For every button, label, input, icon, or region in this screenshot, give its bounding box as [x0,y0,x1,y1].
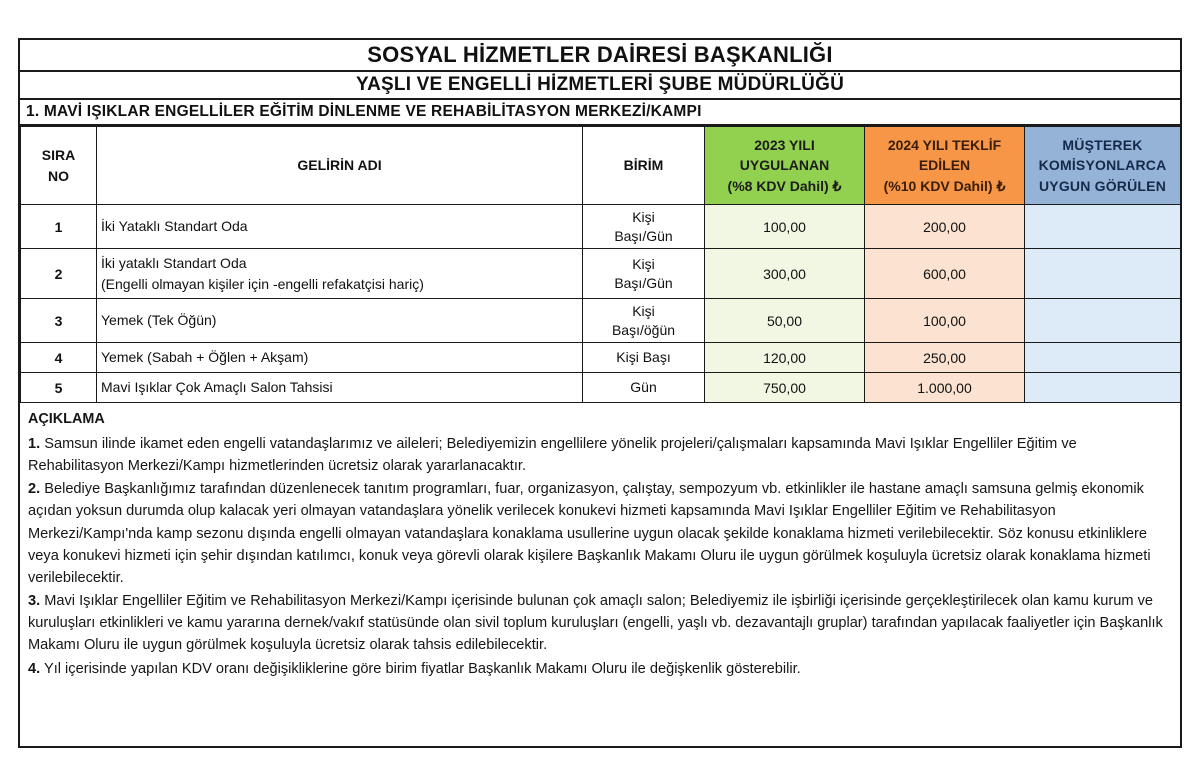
item-name-line-1: İki yataklı Standart Oda [101,254,247,271]
row-number: 4 [21,343,97,373]
column-header-gelirin-adi: GELİRİN ADI [97,127,583,205]
unit-line-1: Kişi Başı [616,349,671,366]
table-row [21,373,1181,403]
row-number: 1 [21,205,97,249]
column-header-joint-commission [1025,127,1181,205]
header-mustrek-line-2: KOMİSYONLARCA [1038,157,1167,174]
table-row [21,343,1181,373]
unit-line-1: Kişi [632,302,655,319]
row-item-name [97,249,583,299]
row-item-name [97,205,583,249]
row-value-2023: 50,00 [705,299,865,343]
explanation-section [20,403,1180,746]
row-number: 2 [21,249,97,299]
row-value-commission [1025,299,1181,343]
row-value-2024: 100,00 [865,299,1025,343]
explanation-item-text: Belediye Başkanlığımız tarafından düzenlenecek tanıtım programları, fuar, organizasyon, çalıştay, sempozyum vb. etkinlikler ile hastane amaçlı samsuna gelmiş ekonomik açıdan yoksun durumda olup kalacak yeri olmayan vatandaşlara yönelik verilecek konukevi hizmeti kapsamında Mavi Işıklar Engelliler Eğitim ve Rehabilitasyon Merkezi/Kampı'nda kamp sezonu dışında engelli olmayan vatandaşlara konaklama usullerine uygun olacak şekilde konaklama hizmeti verilebilecektir. Söz konusu etkinliklere veya konukevi hizmeti için şehir dışından katılımcı, konuk veya görevli olarak kişilere Başkanlık Makamı Oluru ile uygun görülmek koşuluyla ücretsiz olarak konaklama hizmeti verilebilecektir. [28,481,1151,586]
header-2023-line-2: UYGULANAN [739,157,830,174]
table-header-row [21,127,1181,205]
row-value-2024: 600,00 [865,249,1025,299]
item-name-line-1: Mavi Işıklar Çok Amaçlı Salon Tahsisi [101,379,333,395]
fee-schedule-document [18,38,1182,748]
row-value-2023: 100,00 [705,205,865,249]
sira-no-line-2: NO [48,167,69,184]
explanation-item-text: Samsun ilinde ikamet eden engelli vatandaşlarımız ve aileleri; Belediyemizin engellilere yönelik projeleri/çalışmaları kapsamında Mavi Işıklar Engelliler Eğitim ve Rehabilitasyon Merkezi/Kampı hizmetlerinden ücretsiz olarak yararlanacaktır. [28,435,1077,475]
explanation-item-number: 1. [28,435,41,452]
row-unit [583,299,705,343]
table-row [21,249,1181,299]
explanation-item [28,590,1170,657]
header-2023-line-1: 2023 YILI [754,137,815,154]
row-item-name [97,373,583,403]
row-unit [583,373,705,403]
header-2023-line-3: (%8 KDV Dahil) ₺ [727,177,842,194]
table-row [21,205,1181,249]
unit-line-2: Başı/Gün [614,274,673,291]
unit-line-1: Gün [630,379,657,396]
row-value-commission [1025,205,1181,249]
header-mustrek-line-3: UYGUN GÖRÜLEN [1038,177,1167,194]
row-unit [583,249,705,299]
sira-no-line-1: SIRA [41,147,76,164]
item-name-line-1: Yemek (Tek Öğün) [101,312,217,328]
header-2024-line-1: 2024 YILI TEKLİF [887,137,1002,154]
document-title-secondary: YAŞLI VE ENGELLİ HİZMETLERİ ŞUBE MÜDÜRLÜĞÜ [20,72,1180,100]
column-header-birim: BİRİM [583,127,705,205]
unit-line-2: Başı/Gün [614,227,673,244]
explanation-item-number: 3. [28,593,41,610]
row-unit [583,343,705,373]
row-value-2023: 120,00 [705,343,865,373]
fee-table [20,126,1181,403]
column-header-sira-no [21,127,97,205]
unit-line-1: Kişi [632,208,655,225]
row-item-name [97,343,583,373]
explanation-item [28,433,1170,477]
document-title-primary: SOSYAL HİZMETLER DAİRESİ BAŞKANLIĞI [20,40,1180,72]
item-name-line-1: Yemek (Sabah + Öğlen + Akşam) [101,349,309,365]
explanation-item [28,478,1170,589]
column-header-2023-applied [705,127,865,205]
item-name-line-2: (Engelli olmayan kişiler için -engelli refakatçisi hariç) [101,275,424,292]
row-value-commission [1025,343,1181,373]
explanation-item-number: 2. [28,481,41,498]
explanation-item-text: Mavi Işıklar Engelliler Eğitim ve Rehabilitasyon Merkezi/Kampı içerisinde bulunan çok amaçlı salon; Belediyemiz ile işbirliği içerisinde gerçekleştirilecek olan kamu kurum ve kuruluşları etkinlikleri ve kamu yararına dernek/vakıf statüsünde olan sivil toplum kuruluşları (engelli, yaşlı vb. dezavantajlı gruplar) tarafından yapılacak faaliyetler için Başkanlık Makamı Oluru ile uygun görülmek koşuluyla ücretsiz olarak tahsis edilebilecektir. [28,593,1163,654]
row-number: 5 [21,373,97,403]
section-title: 1. MAVİ IŞIKLAR ENGELLİLER EĞİTİM DİNLENME VE REHABİLİTASYON MERKEZİ/KAMPI [20,100,1180,126]
row-unit [583,205,705,249]
table-row [21,299,1181,343]
explanation-heading: AÇIKLAMA [28,411,105,427]
header-2024-line-3: (%10 KDV Dahil) ₺ [883,177,1006,194]
row-item-name [97,299,583,343]
unit-line-2: Başı/öğün [611,321,676,338]
row-value-2024: 200,00 [865,205,1025,249]
row-value-2023: 750,00 [705,373,865,403]
row-value-commission [1025,249,1181,299]
item-name-line-1: İki Yataklı Standart Oda [101,218,248,234]
row-value-2024: 250,00 [865,343,1025,373]
row-value-commission [1025,373,1181,403]
explanation-item-number: 4. [28,660,41,677]
column-header-2024-proposed [865,127,1025,205]
row-value-2023: 300,00 [705,249,865,299]
explanation-item [28,658,1170,680]
explanation-item-text: Yıl içerisinde yapılan KDV oranı değişikliklerine göre birim fiyatlar Başkanlık Makamı Oluru ile değişkenlik gösterebilir. [40,660,801,677]
unit-line-1: Kişi [632,255,655,272]
header-2024-line-2: EDİLEN [918,157,971,174]
row-number: 3 [21,299,97,343]
header-mustrek-line-1: MÜŞTEREK [1062,137,1143,154]
row-value-2024: 1.000,00 [865,373,1025,403]
